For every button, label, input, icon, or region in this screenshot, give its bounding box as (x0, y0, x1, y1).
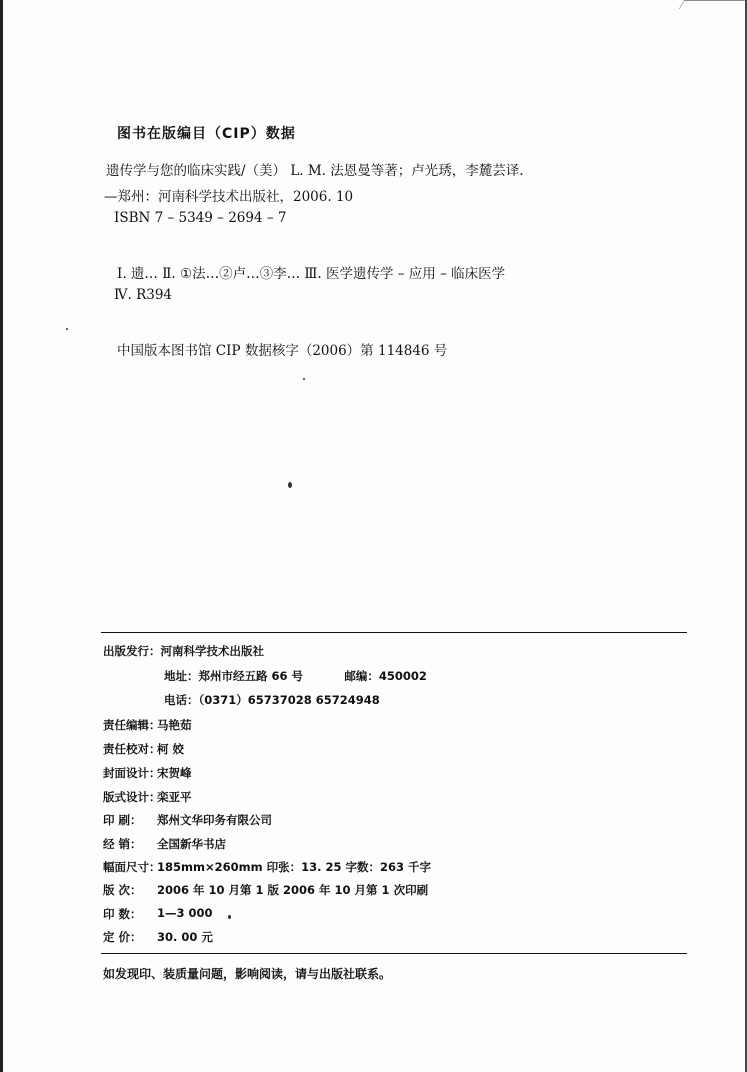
address-label: 地址： (164, 669, 199, 683)
colophon-value: 马艳茹 (157, 718, 192, 732)
scan-speck (66, 328, 68, 330)
scan-edge-left (0, 0, 3, 1072)
colophon-label: 责任编辑： (103, 718, 161, 732)
colophon-value: 宋贺峰 (157, 766, 192, 780)
colophon-row (103, 882, 428, 898)
scan-speck (303, 378, 305, 380)
colophon-publisher-row (103, 643, 264, 659)
phone-value: （0371）65737028 65724948 (198, 693, 380, 707)
colophon-value: 柯 姣 (157, 742, 185, 756)
colophon-label: 责任校对： (103, 742, 161, 756)
colophon-label: 出版发行： (103, 644, 161, 658)
cip-verification-line: 中国版本图书馆 CIP 数据核字（2006）第 114846 号 (117, 343, 448, 359)
colophon-value: 郑州文华印务有限公司 (157, 813, 272, 827)
colophon-row (103, 906, 213, 922)
colophon-row (103, 765, 192, 781)
quality-notice: 如发现印、装质量问题，影响阅读，请与出版社联系。 (103, 967, 392, 981)
colophon-label: 版 次： (103, 883, 142, 897)
colophon-phone-row (164, 692, 380, 708)
address-value: 郑州市经五路 66 号 (198, 669, 304, 683)
colophon-row (103, 789, 192, 805)
scan-speck (228, 915, 231, 919)
colophon-row (103, 717, 192, 733)
colophon-label: 印 数： (103, 907, 142, 921)
colophon-row (103, 741, 184, 757)
cip-publisher-line: —郑州：河南科学技术出版社，2006. 10 (104, 189, 354, 205)
colophon-value: 2006 年 10 月第 1 版 2006 年 10 月第 1 次印刷 (157, 883, 429, 897)
cip-isbn-line: ISBN 7 – 5349 – 2694 – 7 (114, 210, 287, 226)
postcode-label: 邮编： (344, 669, 379, 683)
colophon-row (103, 812, 272, 828)
colophon-value: 全国新华书店 (157, 837, 226, 851)
scan-speck (288, 482, 292, 488)
postcode-value: 450002 (378, 669, 427, 683)
cip-classification-line: Ⅰ. 遗… Ⅱ. ①法…②卢…③李… Ⅲ. 医学遗传学 – 应用 – 临床医学 (117, 266, 506, 282)
colophon-label: 印 刷： (103, 813, 142, 827)
colophon-label: 版式设计： (103, 790, 161, 804)
scan-page-fold (679, 0, 745, 9)
colophon-address-row (164, 668, 427, 684)
colophon-row (103, 859, 431, 875)
cip-heading: 图书在版编目（CIP）数据 (117, 126, 296, 142)
colophon-label: 封面设计： (103, 766, 161, 780)
colophon-value: 185mm×260mm 印张：13. 25 字数：263 千字 (157, 860, 431, 874)
colophon-value: 栾亚平 (157, 790, 192, 804)
colophon-value: 河南科学技术出版社 (160, 644, 264, 658)
colophon-value: 30. 00 元 (157, 930, 213, 944)
colophon-label: 经 销： (103, 837, 142, 851)
colophon-row (103, 929, 213, 945)
colophon-value: 1—3 000 (157, 906, 213, 920)
colophon-label: 幅面尺寸： (103, 860, 161, 874)
cip-clc-line: Ⅳ. R394 (114, 287, 173, 303)
phone-label: 电话： (164, 693, 199, 707)
colophon-bottom-rule (101, 953, 687, 954)
cip-title-line: 遗传学与您的临床实践/（美） L. M. 法恩曼等著；卢光琇，李麓芸译. (106, 163, 524, 179)
colophon-label: 定 价： (103, 930, 142, 944)
colophon-row (103, 836, 226, 852)
colophon-top-rule (101, 632, 687, 633)
